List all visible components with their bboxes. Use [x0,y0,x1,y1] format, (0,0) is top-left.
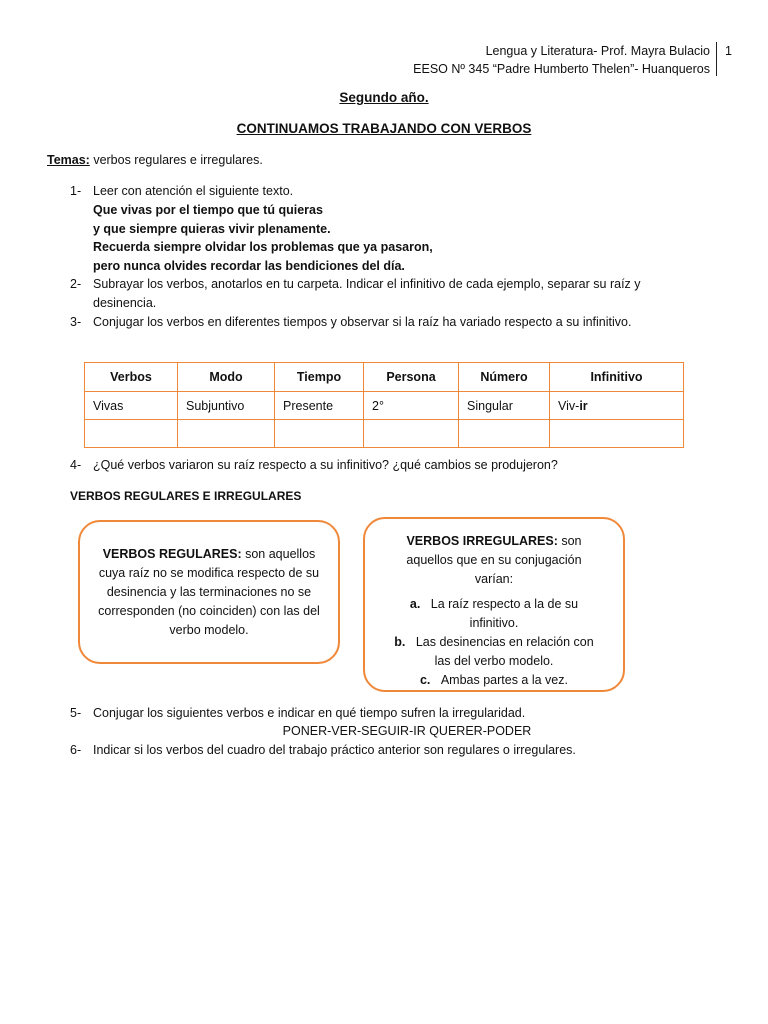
list-item [393,595,595,633]
table-cell: Singular [459,392,550,420]
infinitivo-ending: ir [579,398,588,413]
column-header: Tiempo [275,363,364,392]
list-marker: c. [419,673,431,687]
item-number: 4- [70,458,82,472]
irregulares-list [365,595,623,690]
table-cell [178,420,275,448]
table-row-empty [85,420,684,448]
item-number: 6- [70,743,82,757]
list-text: Ambas partes a la vez. [440,673,568,687]
list-text: La raíz respecto a la de su infinitivo. [430,597,579,630]
item-text: Subrayar los verbos, anotarlos en tu carpeta. Indicar el infinitivo de cada ejemplo, separar su raíz y [93,277,641,291]
list-item [393,671,595,690]
table-cell: Subjuntivo [178,392,275,420]
poem-line: Que vivas por el tiempo que tú quieras [93,203,323,217]
item-number: 3- [70,315,82,329]
temas-label: Temas: [47,153,90,167]
verbs-table [84,362,684,448]
verbs-list: PONER-VER-SEGUIR-IR QUERER-PODER [282,724,532,738]
column-header: Verbos [85,363,178,392]
item-text: Leer con atención el siguiente texto. [93,184,294,198]
table-header-row [85,363,684,392]
regulares-definition: son aquellos cuya raíz no se modifica respecto de su desinencia y las terminaciones no se corresponden (no coinciden) con las del verbo modelo. [98,547,320,637]
poem [93,201,433,275]
poem-line: pero nunca olvides recordar las bendiciones del día. [93,258,405,273]
item-text: Indicar si los verbos del cuadro del trabajo práctico anterior son regulares o irregulares. [93,743,576,757]
header-subject: Lengua y Literatura- Prof. Mayra Bulacio [485,44,710,58]
table-cell [275,420,364,448]
temas-line [47,151,263,170]
page-subtitle: CONTINUAMOS TRABAJANDO CON VERBOS [236,121,532,136]
irregulares-text [365,519,623,589]
table-cell-infinitivo [550,392,684,420]
table-row [85,392,684,420]
irregulares-label: VERBOS IRREGULARES: [406,534,558,548]
item-number: 1- [70,184,82,198]
page-number: 1 [716,42,732,76]
item-text: Conjugar los siguientes verbos e indicar en qué tiempo sufren la irregularidad. [93,706,526,720]
item-number: 2- [70,277,82,291]
header-school: EESO Nº 345 “Padre Humberto Thelen”- Huanqueros [413,62,710,76]
table-cell [85,420,178,448]
page-title: Segundo año. [339,90,429,105]
infinitivo-root: Viv- [558,398,580,413]
table-cell: Vivas [85,392,178,420]
regulares-text [80,522,338,640]
column-header: Número [459,363,550,392]
list-marker: a. [409,597,421,611]
irregulares-definition: son aquellos que en su conjugación varían: [406,534,582,586]
list-marker: b. [394,635,406,649]
item-number: 5- [70,706,82,720]
item-text: ¿Qué verbos variaron su raíz respecto a su infinitivo? ¿qué cambios se produjeron? [93,458,558,472]
irregulares-box [363,517,625,692]
column-header: Persona [364,363,459,392]
list-text: Las desinencias en relación con las del verbo modelo. [415,635,594,668]
table-cell [364,420,459,448]
table-cell [550,420,684,448]
table-cell: Presente [275,392,364,420]
column-header: Infinitivo [550,363,684,392]
section-heading: VERBOS REGULARES E IRREGULARES [70,489,302,503]
item-text: Conjugar los verbos en diferentes tiempos y observar si la raíz ha variado respecto a su infinitivo. [93,315,632,329]
regulares-label: VERBOS REGULARES: [102,547,242,561]
list-item [393,633,595,671]
table-cell: 2° [364,392,459,420]
regulares-box [78,520,340,664]
item-2-continuation: desinencia. [93,296,157,310]
document-header [413,42,710,78]
temas-text: verbos regulares e irregulares. [89,153,263,167]
column-header: Modo [178,363,275,392]
poem-line: y que siempre quieras vivir plenamente. [93,221,331,236]
table-cell [459,420,550,448]
poem-line: Recuerda siempre olvidar los problemas que ya pasaron, [93,240,433,254]
